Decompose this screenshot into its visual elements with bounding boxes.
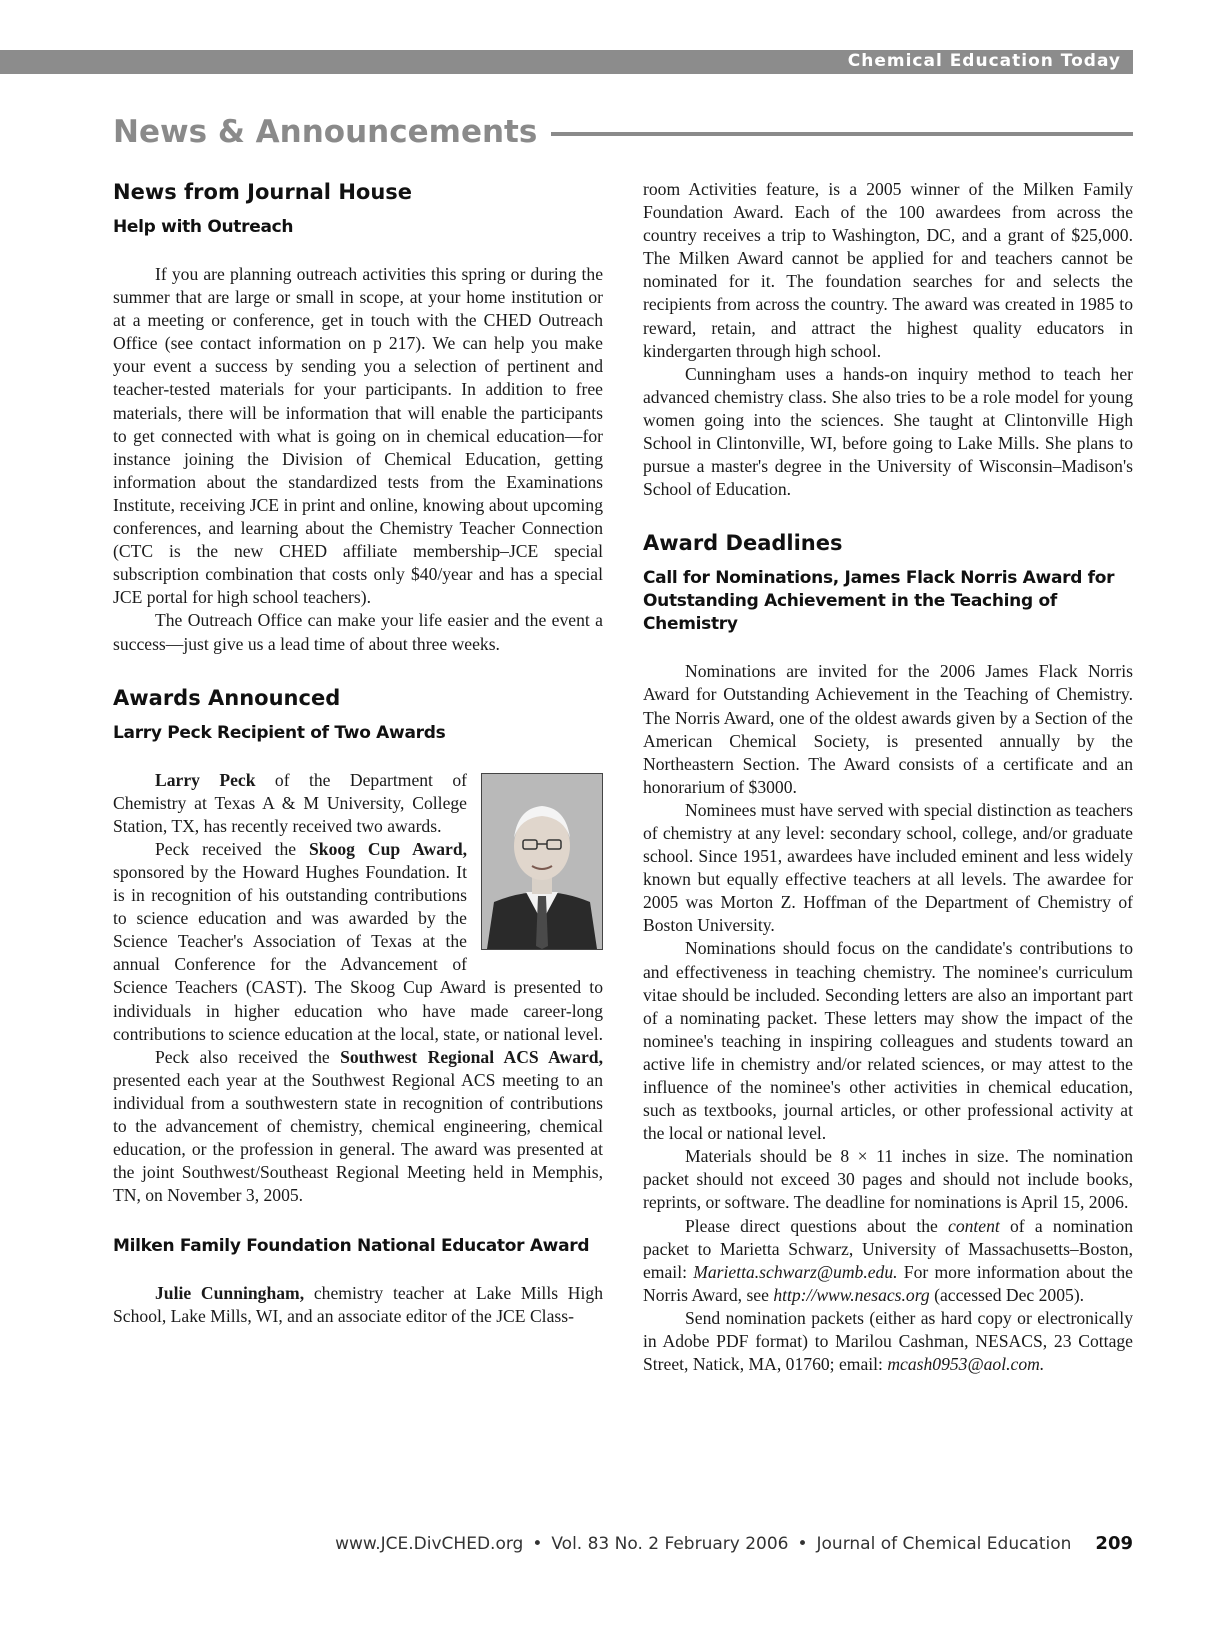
running-header-bar [0, 50, 1133, 74]
outreach-paragraph-1: If you are planning outreach activities this spring or during the summer that are large or small in scope, at your home institution or at a meeting or conference, get in touch with the CHED Outreach Office (see contact information on p 217). We can help you make your event a success by sending you a selection of pertinent and teacher-tested materials for your participants. In addition to free materials, there will be information that will enable the participants to get connected with what is going on in chemical education—for instance joining the Division of Chemical Education, getting information about the standardized tests from the Examinations Institute, receiving JCE in print and online, knowing about upcoming conferences, and learning about the Chemistry Teacher Connection (CTC is the new CHED affiliate membership–JCE special subscription combination that costs only $40/year and has a special JCE portal for high school teachers). [113, 264, 603, 608]
peck-paragraph-2: Peck received the Skoog Cup Award, sponsored by the Howard Hughes Foundation. It is in recognition of his outstanding contributions to science education and was awarded by the Science Teacher's Association of Texas at the annual Conference for the Advancement of Science Teachers (CAST). The Skoog Cup Award is presented to individuals in higher education who have made career-long contributions to science education at the local, state, or national level. [113, 838, 604, 1044]
footer-bullet: • [797, 1534, 808, 1554]
cashman-email-link[interactable]: mcash0953@aol.com. [887, 1354, 1045, 1375]
norris-paragraph-3: Nominations should focus on the candidate's contributions to and effectiveness in teaching chemistry. The nominee's curriculum vitae should be included. Seconding letters are also an important part of a nominating packet. These letters may show the impact of the nominee's teaching in inspiring colleagues and students toward an active life in chemistry and/or related sciences, or may attest to the influence of the nominee's other activities in chemical education, such as textbooks, journal articles, or other professional activity at the local or national level. [643, 938, 1133, 1144]
larry-peck-photo [481, 773, 603, 950]
norris-paragraph-4: Materials should be 8 × 11 inches in size. The nomination packet should not exceed 30 pages and should not include books, reprints, or software. The deadline for nominations is April 15, 2006. [643, 1146, 1133, 1213]
peck-paragraph-1: Larry Peck of the Department of Chemistry at Texas A & M University, College Station, TX, has recently received two awards. [113, 769, 467, 836]
right-column [643, 178, 1133, 1376]
footer-url[interactable]: www.JCE.DivCHED.org [335, 1534, 524, 1554]
cunningham-paragraph: Cunningham uses a hands-on inquiry method to teach her advanced chemistry class. She also tries to be a role model for young women going into the sciences. She taught at Clintonville High School in Clintonville, WI, before going to Lake Mills. She plans to pursue a master's degree in the University of Wisconsin–Madison's School of Education. [643, 363, 1133, 500]
outreach-paragraph-2: The Outreach Office can make your life easier and the event a success—just give us a lead time of about three weeks. [113, 610, 603, 654]
awards-announced-heading: Awards Announced [113, 685, 341, 710]
journal-house-heading: News from Journal House [113, 180, 413, 204]
footer-bullet: • [532, 1534, 543, 1554]
skoog-cup-award: Skoog Cup Award, [309, 838, 467, 859]
section-header [113, 110, 1133, 154]
norris-paragraph-1: Nominations are invited for the 2006 James Flack Norris Award for Outstanding Achievement in the Teaching of Chemistry. The Norris Award, one of the oldest awards given by a Section of the American Chemical Society, is presented annually by the Northeastern Section. The Award consists of a certificate and an honorarium of $3000. [643, 661, 1133, 797]
milken-subheading: Milken Family Foundation National Educator Award [113, 1236, 590, 1257]
nesacs-url-link[interactable]: http://www.nesacs.org [773, 1284, 930, 1305]
section-title: News & Announcements [113, 114, 538, 150]
page-number: 209 [1095, 1533, 1133, 1554]
outreach-subheading: Help with Outreach [113, 217, 294, 237]
award-deadlines-heading: Award Deadlines [643, 531, 843, 556]
peck-name: Larry Peck [155, 769, 256, 790]
norris-subheading: Call for Nominations, James Flack Norris Award for Outstanding Achievement in the Teaching of Chemistry [643, 568, 1115, 635]
peck-subheading: Larry Peck Recipient of Two Awards [113, 722, 446, 743]
footer-volume: Vol. 83 No. 2 February 2006 [551, 1534, 789, 1554]
norris-paragraph-5: Please direct questions about the content of a nomination packet to Marietta Schwarz, University of Massachusetts–Boston, email: Marietta.schwarz@umb.edu. For more information about the Norris Award, see http://www.nesacs.org (accessed Dec 2005). [643, 1215, 1133, 1305]
milken-paragraph-1: Julie Cunningham, chemistry teacher at Lake Mills High School, Lake Mills, WI, and an associate editor of the JCE Class- [113, 1283, 603, 1327]
norris-paragraph-2: Nominees must have served with special distinction as teachers of chemistry at any level: secondary school, college, and/or graduate school. Since 1951, awardees have included eminent and less widely known but equally effective teachers at all levels. The awardee for 2005 was Morton Z. Hoffman of the Department of Chemistry of Boston University. [643, 799, 1133, 936]
norris-paragraph-6: Send nomination packets (either as hard copy or electronically in Adobe PDF format) to Marilou Cashman, NESACS, 23 Cottage Street, Natick, MA, 01760; email: mcash0953@aol.com. [643, 1307, 1133, 1375]
peck-paragraph-3: Peck also received the Southwest Regional ACS Award, presented each year at the Southwest Regional ACS meeting to an individual from a southwestern state in recognition of contributions to the advancement of chemistry, chemical engineering, chemical education, or the profession in general. The award was presented at the joint Southwest/Southeast Regional Meeting held in Memphis, TN, on November 3, 2005. [113, 1046, 603, 1206]
section-rule [551, 132, 1133, 136]
cunningham-name: Julie Cunningham, [155, 1283, 305, 1304]
left-column [113, 178, 603, 1329]
running-header-label: Chemical Education Today [847, 51, 1121, 71]
schwarz-email-link[interactable]: Marietta.schwarz@umb.edu. [693, 1261, 898, 1282]
page-footer [250, 1533, 1133, 1554]
portrait-illustration [482, 774, 602, 949]
milken-paragraph-continued: room Activities feature, is a 2005 winner of the Milken Family Foundation Award. Each of the 100 awardees from across the country receives a trip to Washington, DC, and a grant of $25,000. The Milken Award cannot be applied for and teachers cannot be nominated for it. The foundation searches for and selects the recipients from across the country. The award was created in 1985 to reward, retain, and attract the highest quality educators in kindergarten through high school. [643, 179, 1133, 361]
footer-journal: Journal of Chemical Education [816, 1534, 1072, 1554]
southwest-acs-award: Southwest Regional ACS Award, [340, 1046, 603, 1067]
